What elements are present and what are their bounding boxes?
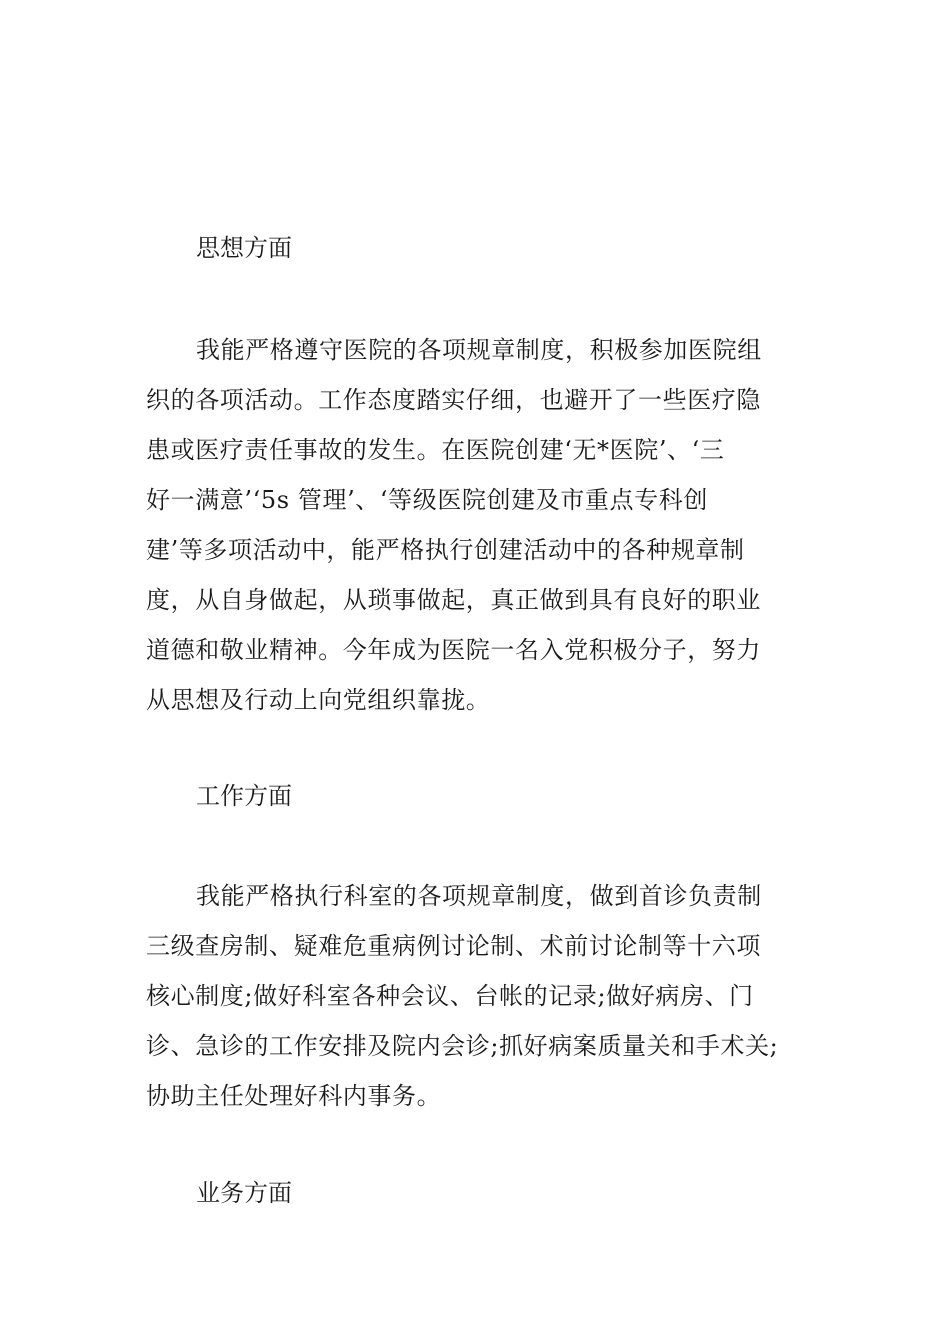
paragraph-line: 患或医疗责任事故的发生。在医院创建‘无*医院’、‘三 [146,436,725,464]
paragraph-line: 我能严格遵守医院的各项规章制度，积极参加医院组 [196,336,762,364]
paragraph-line: 从思想及行动上向党组织靠拢。 [146,686,491,714]
paragraph-line: 道德和敬业精神。今年成为医院一名入党积极分子，努力 [146,636,761,664]
paragraph-line: 协助主任处理好科内事务。 [146,1082,442,1110]
paragraph-line: 度，从自身做起，从琐事做起，真正做到具有良好的职业 [146,586,761,614]
paragraph-line: 织的各项活动。工作态度踏实仔细，也避开了一些医疗隐 [146,386,761,414]
section-paragraph-thought [146,325,826,725]
section-heading-thought: 思想方面 [196,234,292,262]
section-heading-work: 工作方面 [196,782,292,810]
paragraph-line: 三级查房制、疑难危重病例讨论制、术前讨论制等十六项 [146,932,761,960]
paragraph-line: 核心制度;做好科室各种会议、台帐的记录;做好病房、门 [146,982,754,1010]
section-heading-business: 业务方面 [196,1179,292,1207]
paragraph-line: 我能严格执行科室的各项规章制度，做到首诊负责制 [196,882,762,910]
section-paragraph-work [146,871,826,1121]
paragraph-line: 建’等多项活动中，能严格执行创建活动中的各种规章制 [146,536,745,564]
paragraph-line: 好一满意’‘5s 管理’、‘等级医院创建及市重点专科创 [146,486,708,514]
paragraph-line: 诊、急诊的工作安排及院内会诊;抓好病案质量关和手术关; [146,1032,779,1060]
